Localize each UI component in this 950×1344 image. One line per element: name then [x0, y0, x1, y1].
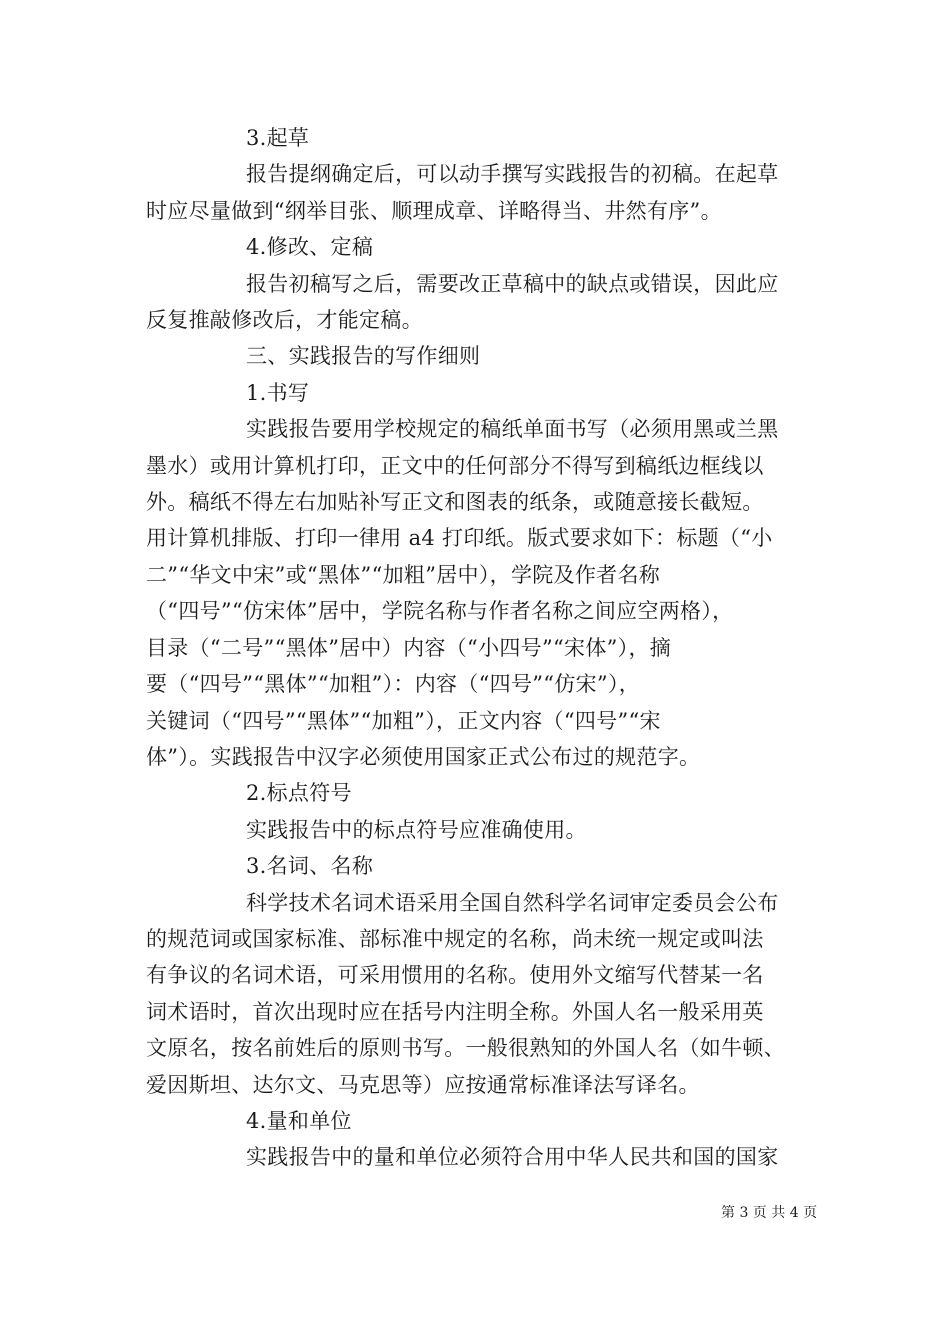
- text-line: 2.标点符号: [246, 781, 352, 806]
- text-line: 4.修改、定稿: [246, 235, 374, 260]
- text-line: 目录（“二号”“黑体”居中）内容（“小四号”“宋体”），摘: [146, 635, 672, 660]
- text-line: 3.名词、名称: [246, 854, 374, 879]
- text-line: 反复推敲修改后，才能定稿。: [146, 308, 423, 333]
- text-line: 报告提纲确定后，可以动手撰写实践报告的初稿。在起草: [246, 162, 779, 187]
- text-line: 实践报告要用学校规定的稿纸单面书写（必须用黑或兰黑: [246, 417, 779, 442]
- text-line: 体”）。实践报告中汉字必须使用国家正式公布过的规范字。: [146, 744, 701, 769]
- text-line: 有争议的名词术语，可采用惯用的名称。使用外文缩写代替某一名: [146, 963, 764, 988]
- text-line: 报告初稿写之后，需要改正草稿中的缺点或错误，因此应: [246, 271, 779, 296]
- document-body: [146, 120, 806, 1176]
- text-line: 关键词（“四号”“黑体”“加粗”），正文内容（“四号”“宋: [146, 708, 661, 733]
- text-line: 4.量和单位: [246, 1108, 352, 1133]
- text-line: 时应尽量做到“纲举目张、顺理成章、详略得当、井然有序”。: [146, 198, 722, 223]
- text-line: 文原名，按名前姓后的原则书写。一般很熟知的外国人名（如牛顿、: [146, 1036, 785, 1061]
- text-line: 三、实践报告的写作细则: [246, 344, 481, 369]
- text-line: 科学技术名词术语采用全国自然科学名词审定委员会公布: [246, 890, 779, 915]
- page-number-footer: 第 3 页 共 4 页: [721, 1205, 818, 1221]
- text-line: 1.书写: [246, 380, 310, 405]
- text-line: 实践报告中的量和单位必须符合用中华人民共和国的国家: [246, 1145, 779, 1170]
- text-line: 用计算机排版、打印一律用 a4 打印纸。版式要求如下：标题（“小: [146, 526, 773, 551]
- text-line: 爱因斯坦、达尔文、马克思等）应按通常标准译法写译名。: [146, 1072, 700, 1097]
- text-line: 实践报告中的标点符号应准确使用。: [246, 817, 587, 842]
- text-line: （“四号”“仿宋体”居中，学院名称与作者名称之间应空两格），: [146, 599, 734, 624]
- text-line: 词术语时，首次出现时应在括号内注明全称。外国人名一般采用英: [146, 999, 764, 1024]
- text-line: 3.起草: [246, 126, 310, 150]
- text-line: 墨水）或用计算机打印，正文中的任何部分不得写到稿纸边框线以: [146, 453, 764, 478]
- text-line: 的规范词或国家标准、部标准中规定的名称，尚未统一规定或叫法: [146, 926, 764, 951]
- text-line: 要（“四号”“黑体”“加粗”）：内容（“四号”“仿宋”），: [146, 672, 641, 697]
- text-line: 外。稿纸不得左右加贴补写正文和图表的纸条，或随意接长截短。: [146, 490, 764, 515]
- text-line: 二”“华文中宋”或“黑体”“加粗”居中），学院及作者名称: [146, 562, 661, 587]
